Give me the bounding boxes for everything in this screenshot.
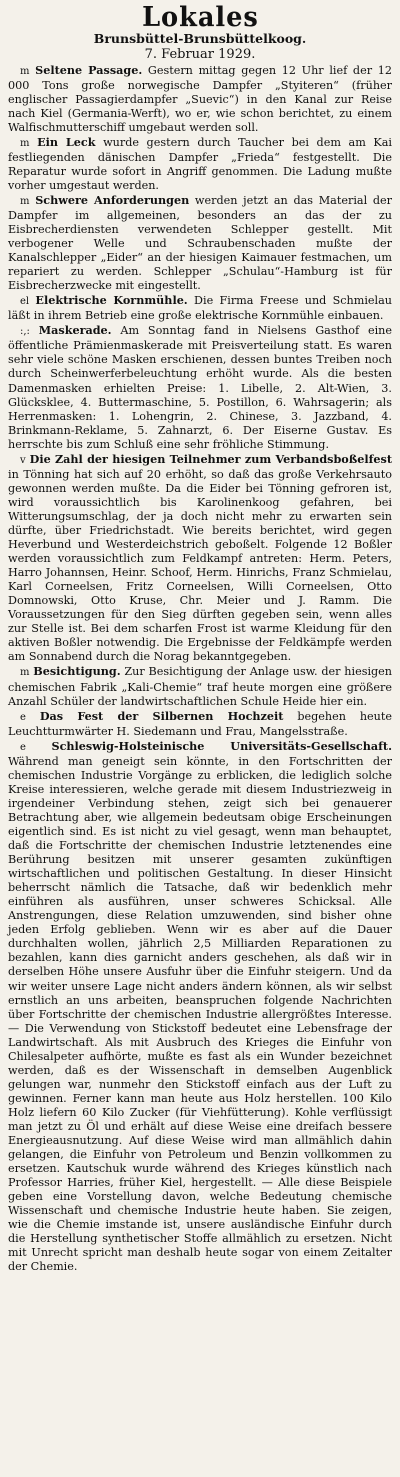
article-body: Während man geneigt sein könnte, in den Fortschritten der chemischen Industrie Vorgänge zu erblicken, die lediglich solche Kreise interessieren, welche gerade mit diesem Industriezweig in irgendeiner Verbindung stehen, zeigt sich bei genauerer Betrachtung aber, wie allgemein bedeutsam obige Erscheinungen eigentlich sind. Es ist nicht zu viel gesagt, wenn man behauptet, daß die Fortschritte der chemischen Industrie letztenendes eine Berührung besitzen mit unserer gesamten zukünftigen wirtschaftlichen und politischen Gestaltung. In dieser Hinsicht beherrscht nämlich die Tatsache, daß wir bedenklich mehr einführen als ausführen, unser schweres Schicksal. Alle Anstrengungen, diese Relation umzuwenden, sind bisher ohne jeden Erfolg geblieben. Wenn wir es aber auf die Dauer durchhalten wollen, jährlich 2,5 Milliarden Reparationen zu bezahlen, kann dies garnicht anders geschehen, als daß wir in derselben Höhe unsere Ausfuhr über die Einfuhr steigern. Und da wir weiter unsere Lage nicht anders ändern können, als wir selbst ernstlich an uns arbeiten, beanspruchen folgende Nachrichten über Fortschritte der chemischen Industrie allergrößtes Interesse. — Die Verwendung von Stickstoff bedeutet eine Lebensfrage der Landwirtschaft. Als mit Ausbruch des Krieges die Einfuhr von Chilesalpeter aufhörte, mußte es fast als ein Wunder bezeichnet werden, daß es der Wissenschaft in demselben Augenblick gelungen war, nunmehr den Stickstoff einfach aus der Luft zu gewinnen. Ferner kann man heute aus Holz herstellen. 100 Kilo Holz liefern 60 Kilo Zucker (für Viehfütterung). Kohle verflüssigt man jetzt zu Öl und erhält auf diese Weise eine dreifach bessere Energieausnutzung. Auf diese Weise wird man allmählich dahin gelangen, die Einfuhr von Petroleum und Benzin vollkommen zu ersetzen. Kautschuk wurde während des Krieges künstlich nach Professor Harries, früher Kiel, hergestellt. — Alle diese Beispiele geben eine Vorstellung davon, welche Bedeutung chemische Wissenschaft und chemische Industrie heute haben. Sie zeigen, wie die Chemie imstande ist, unsere ausländische Einfuhr durch die Herstellung synthetischer Stoffe allmählich zu ersetzen. Nicht mit Unrecht spricht man deshalb heute sogar von einem Zeitalter der Chemie. [8,754,392,1274]
article-silberne-hochzeit [8,709,392,739]
article-body: in Tönning hat sich auf 20 erhöht, so daß das große Verkehrsauto gewonnen werden mußte. Da die Eider bei Tönning gefroren ist, wird voraussichtlich bis Karolinenkoog gefahren, bei Witterungsumschlag, der ja doch nicht mehr zu erwarten sein dürfte, über Friedrichstadt. Wie bereits berichtet, wird gegen Heverbund und Westerdeichstrich geboßelt. Folgende 12 Boßler werden voraussichtlich zum Feldkampf antreten: Herm. Peters, Harro Johannsen, Heinr. Schoof, Herm. Hinrichs, Franz Schmielau, Karl Corneelsen, Fritz Corneelsen, Willi Corneelsen, Otto Domnowski, Otto Kruse, Chr. Meier und J. Ramm. Die Voraussetzungen für den Sieg dürften gegeben sein, wenn alles zur Stelle ist. Bei dem scharfen Frost ist warme Kleidung für den aktiven Boßler notwendig. Die Ergebnisse der Feldkämpfe werden am Sonnabend durch die Norag bekanntgegeben. [8,467,392,664]
article-body: Am Sonntag fand in Nielsens Gasthof eine öffentliche Prämienmaskerade mit Preisverteilung statt. Es waren sehr viele schöne Masken erschienen, dessen buntes Treiben noch durch Scheinwerferbeleuchtung erhöht wurde. Als die besten Damenmasken erhielten Preise: 1. Libelle, 2. Alt-Wien, 3. Glücksklee, 4. Buttermaschine, 5. Postillon, 6. Wahrsagerin; als Herrenmasken: 1. Lohengrin, 2. Chinese, 3. Jazzband, 4. Brinkmann-Reklame, 5. Zahnarzt, 6. Der Eiserne Gustav. Es herrschte bis zum Schluß eine sehr fröhliche Stimmung. [8,324,393,451]
article-universitaets-gesellschaft [8,739,392,1275]
issue-date: 7. Februar 1929. [144,46,256,62]
article-tag: e [20,711,26,723]
article-headline: Seltene Passage. [35,62,143,77]
article-bosselfest [8,452,392,665]
section-title: Lokales [141,2,259,33]
article-tag: e [20,741,26,753]
section-subtitle: Brunsbüttel-Brunsbüttelkoog. [93,31,307,46]
article-seltene-passage [8,63,392,135]
article-headline: Schleswig-Holsteinische Universitäts-Gesellschaft. [51,738,392,753]
article-ein-leck [8,135,392,193]
article-maskerade [8,323,392,451]
article-tag: el [20,296,30,308]
masthead [8,4,392,61]
article-kornmuehle [8,293,392,323]
article-headline: Besichtigung. [33,664,121,679]
article-tag: m [20,195,30,207]
article-tag: m [20,137,30,149]
article-tag: :,: [20,326,30,338]
article-body: werden jetzt an das Material der Dampfer im allgemeinen, besonders an das der zu Eisbrecherdiensten verwendeten Schlepper gestellt. Mit verbogener Welle und Schraubenschaden mußte der Kanalschlepper „Eider“ an der hiesigen Kaimauer festmachen, um repariert zu werden. Schlepper „Schulau“-Hamburg ist für Eisbrecherzwecke mit eingestellt. [8,193,392,293]
article-body: Zur Besichtigung der Anlage usw. der hiesigen chemischen Fabrik „Kali-Chemie“ traf heute morgen eine größere Anzahl Schüler der landwirtschaftlichen Schule Heide hier ein. [8,665,393,708]
article-headline: Elektrische Kornmühle. [35,293,188,308]
article-body: Die Firma Freese und Schmielau läßt in ihrem Betrieb eine große elektrische Kornmühle einbauen. [8,294,392,323]
article-headline: Ein Leck [37,134,96,149]
article-body: wurde gestern durch Taucher bei dem am Kai festliegenden dänischen Dampfer „Frieda“ festgestellt. Die Reparatur wurde sofort in Angriff genommen. Die Ladung mußte vorher umgestaut werden. [8,135,392,192]
article-tag: v [20,454,26,466]
article-headline: Das Fest der Silbernen Hochzeit [39,708,284,723]
article-schwere-anforderungen [8,193,392,293]
article-headline: Die Zahl der hiesigen Teilnehmer zum Verbandsboßelfest [29,451,393,466]
article-headline: Maskerade. [38,323,112,338]
article-headline: Schwere Anforderungen [35,192,190,207]
article-body: begehen heute Leuchtturmwärter H. Siedemann und Frau, Mangelsstraße. [8,709,392,738]
article-besichtigung [8,664,392,708]
article-tag: m [20,65,30,77]
article-body: Gestern mittag gegen 12 Uhr lief der 12 000 Tons große norwegische Dampfer „Styiteren“ (früher englischer Passagierdampfer „Suevic“) in den Kanal zur Reise nach Kiel (Germania-Werft), wo er, wie schon berichtet, zu einem Walfischmutterschiff umgebaut werden soll. [8,63,392,134]
article-tag: m [20,667,30,679]
